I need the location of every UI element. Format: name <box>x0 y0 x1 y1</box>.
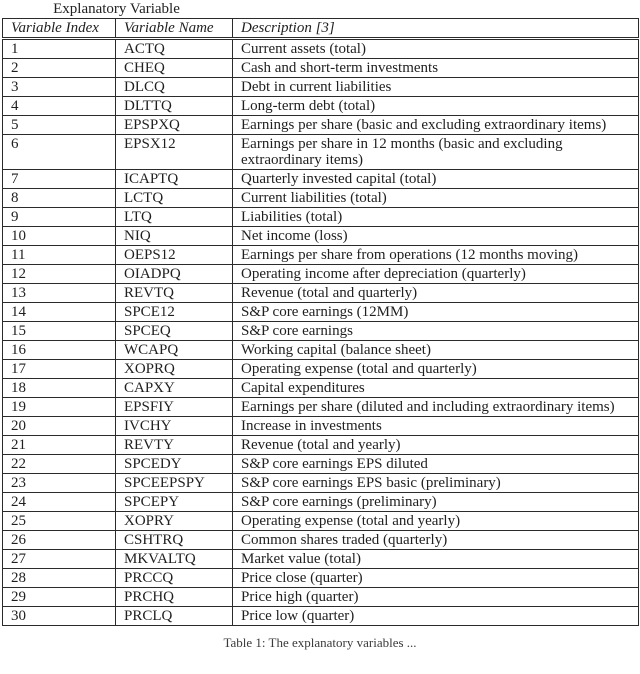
table-row <box>3 59 639 78</box>
header-variable-name: Variable Name <box>116 19 233 39</box>
cell-variable-name: CHEQ <box>116 59 233 78</box>
cell-variable-index: 1 <box>3 39 116 59</box>
cell-description: Market value (total) <box>233 550 639 569</box>
cell-variable-name: REVTQ <box>116 284 233 303</box>
cell-variable-name: CAPXY <box>116 379 233 398</box>
cell-variable-index: 10 <box>3 227 116 246</box>
table-row <box>3 322 639 341</box>
table-row <box>3 417 639 436</box>
table-body <box>3 39 639 626</box>
table-row <box>3 550 639 569</box>
cell-variable-name: XOPRQ <box>116 360 233 379</box>
table-row <box>3 474 639 493</box>
cell-variable-index: 19 <box>3 398 116 417</box>
cell-description: S&P core earnings EPS basic (preliminary) <box>233 474 639 493</box>
cell-variable-index: 12 <box>3 265 116 284</box>
cell-description: Revenue (total and quarterly) <box>233 284 639 303</box>
cell-variable-name: PRCLQ <box>116 607 233 626</box>
cell-variable-index: 4 <box>3 97 116 116</box>
cell-description: Price high (quarter) <box>233 588 639 607</box>
cell-variable-name: LCTQ <box>116 189 233 208</box>
cell-variable-index: 28 <box>3 569 116 588</box>
cell-variable-name: OEPS12 <box>116 246 233 265</box>
cell-variable-index: 13 <box>3 284 116 303</box>
table-row <box>3 116 639 135</box>
cell-description: Price close (quarter) <box>233 569 639 588</box>
cell-description: Earnings per share from operations (12 months moving) <box>233 246 639 265</box>
cell-description: Operating income after depreciation (quarterly) <box>233 265 639 284</box>
cell-variable-index: 8 <box>3 189 116 208</box>
cell-variable-index: 23 <box>3 474 116 493</box>
cell-description: Capital expenditures <box>233 379 639 398</box>
table-row <box>3 341 639 360</box>
cell-variable-index: 11 <box>3 246 116 265</box>
cell-variable-index: 24 <box>3 493 116 512</box>
cell-variable-name: SPCEEPSPY <box>116 474 233 493</box>
cell-variable-index: 16 <box>3 341 116 360</box>
cell-description: Net income (loss) <box>233 227 639 246</box>
cell-variable-index: 27 <box>3 550 116 569</box>
cell-description: Price low (quarter) <box>233 607 639 626</box>
cell-variable-name: SPCEQ <box>116 322 233 341</box>
table-row <box>3 227 639 246</box>
cell-description: Earnings per share (diluted and including extraordinary items) <box>233 398 639 417</box>
header-variable-index: Variable Index <box>3 19 116 39</box>
cell-variable-name: ACTQ <box>116 39 233 59</box>
table-row <box>3 379 639 398</box>
table-row <box>3 135 639 170</box>
cell-variable-name: XOPRY <box>116 512 233 531</box>
cell-description: S&P core earnings (preliminary) <box>233 493 639 512</box>
cell-description: Earnings per share in 12 months (basic and excluding extraordinary items) <box>233 135 639 170</box>
cell-variable-name: IVCHY <box>116 417 233 436</box>
cell-variable-index: 14 <box>3 303 116 322</box>
cell-variable-index: 9 <box>3 208 116 227</box>
cell-variable-index: 17 <box>3 360 116 379</box>
cell-variable-index: 6 <box>3 135 116 170</box>
cell-variable-index: 7 <box>3 170 116 189</box>
cell-variable-name: PRCHQ <box>116 588 233 607</box>
cell-variable-name: DLTTQ <box>116 97 233 116</box>
cell-description: Quarterly invested capital (total) <box>233 170 639 189</box>
table-row <box>3 284 639 303</box>
cell-description: Liabilities (total) <box>233 208 639 227</box>
cell-description: Current assets (total) <box>233 39 639 59</box>
cell-description: Earnings per share (basic and excluding extraordinary items) <box>233 116 639 135</box>
cell-description: Current liabilities (total) <box>233 189 639 208</box>
cell-variable-name: EPSX12 <box>116 135 233 170</box>
cell-variable-index: 26 <box>3 531 116 550</box>
cell-variable-name: SPCEPY <box>116 493 233 512</box>
cell-description: Working capital (balance sheet) <box>233 341 639 360</box>
table-row <box>3 246 639 265</box>
cell-variable-index: 20 <box>3 417 116 436</box>
cell-description: S&P core earnings <box>233 322 639 341</box>
cell-description: Long-term debt (total) <box>233 97 639 116</box>
cell-description: Operating expense (total and yearly) <box>233 512 639 531</box>
cell-variable-index: 25 <box>3 512 116 531</box>
header-row <box>3 19 639 39</box>
cell-description: Operating expense (total and quarterly) <box>233 360 639 379</box>
cell-description: S&P core earnings EPS diluted <box>233 455 639 474</box>
table-row <box>3 493 639 512</box>
cell-variable-name: SPCE12 <box>116 303 233 322</box>
table-row <box>3 531 639 550</box>
table-top-label: Explanatory Variable <box>53 1 180 17</box>
table-row <box>3 588 639 607</box>
table-row <box>3 569 639 588</box>
cell-variable-name: OIADPQ <box>116 265 233 284</box>
cell-variable-index: 2 <box>3 59 116 78</box>
table-row <box>3 436 639 455</box>
cell-variable-name: WCAPQ <box>116 341 233 360</box>
table-row <box>3 39 639 59</box>
table-row <box>3 512 639 531</box>
cell-description: Revenue (total and yearly) <box>233 436 639 455</box>
cell-variable-index: 3 <box>3 78 116 97</box>
cell-variable-name: CSHTRQ <box>116 531 233 550</box>
table-row <box>3 398 639 417</box>
table-row <box>3 189 639 208</box>
table-row <box>3 78 639 97</box>
cell-description: Common shares traded (quarterly) <box>233 531 639 550</box>
cell-variable-name: MKVALTQ <box>116 550 233 569</box>
table-row <box>3 360 639 379</box>
table-row <box>3 607 639 626</box>
cell-variable-name: EPSPXQ <box>116 116 233 135</box>
cell-variable-index: 18 <box>3 379 116 398</box>
cell-variable-name: NIQ <box>116 227 233 246</box>
cell-variable-name: REVTY <box>116 436 233 455</box>
explanatory-variables-table <box>2 18 639 626</box>
cell-description: Debt in current liabilities <box>233 78 639 97</box>
table-row <box>3 265 639 284</box>
cell-variable-name: DLCQ <box>116 78 233 97</box>
cell-variable-name: PRCCQ <box>116 569 233 588</box>
table-row <box>3 208 639 227</box>
cell-variable-name: EPSFIY <box>116 398 233 417</box>
cell-variable-index: 5 <box>3 116 116 135</box>
table-row <box>3 170 639 189</box>
cell-variable-index: 21 <box>3 436 116 455</box>
cell-variable-index: 22 <box>3 455 116 474</box>
cell-variable-index: 29 <box>3 588 116 607</box>
cell-variable-name: ICAPTQ <box>116 170 233 189</box>
cell-description: Cash and short-term investments <box>233 59 639 78</box>
cell-variable-name: SPCEDY <box>116 455 233 474</box>
cell-variable-index: 30 <box>3 607 116 626</box>
cell-description: S&P core earnings (12MM) <box>233 303 639 322</box>
table-row <box>3 303 639 322</box>
table-row <box>3 455 639 474</box>
cell-variable-index: 15 <box>3 322 116 341</box>
table-row <box>3 97 639 116</box>
cell-description: Increase in investments <box>233 417 639 436</box>
cell-variable-name: LTQ <box>116 208 233 227</box>
table-caption: Table 1: The explanatory variables ... <box>223 635 417 650</box>
header-description: Description [3] <box>233 19 639 39</box>
